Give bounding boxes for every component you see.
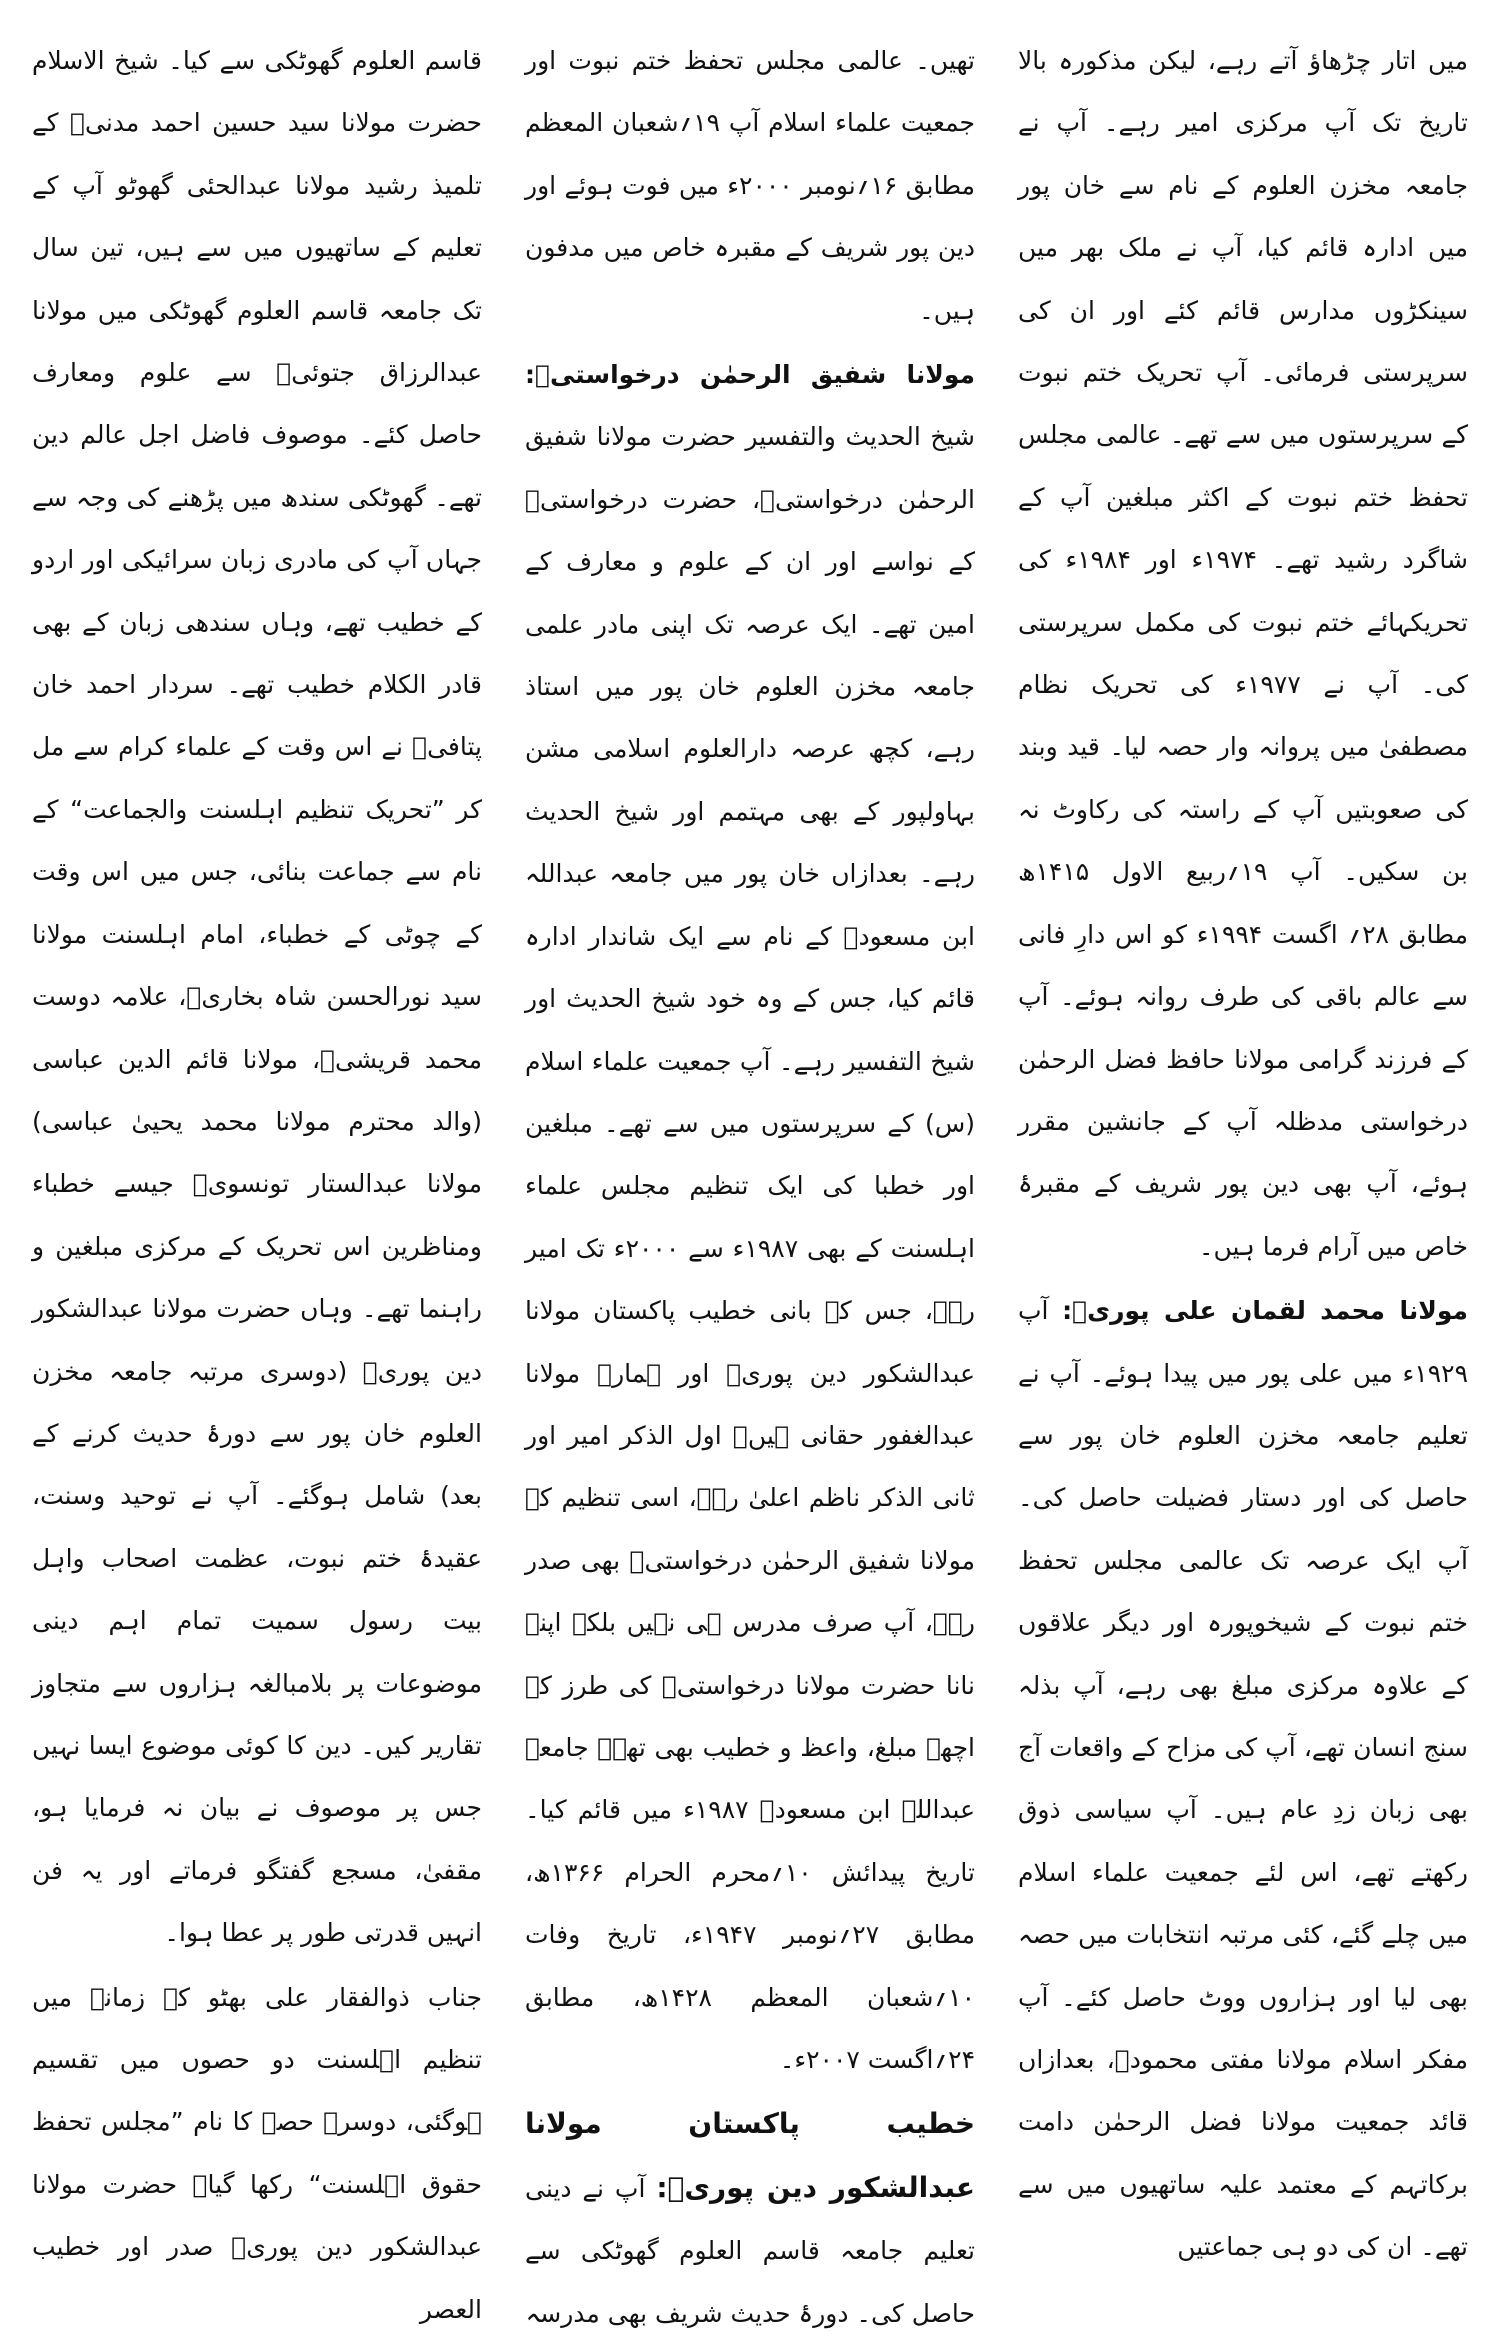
paragraph xyxy=(525,30,975,342)
column-middle xyxy=(525,30,976,2328)
paragraph-text: میں اتار چڑھاؤ آتے رہے، لیکن مذکورہ بالا تاریخ تک آپ مرکزی امیر رہے۔ آپ نے جامعہ مخزن العلوم کے نام سے خان پور میں ادارہ قائم کیا، آپ نے ملک بھر میں سینکڑوں مدارس قائم کئے اور ان کی سرپرستی فرمائی۔ آپ تحریک ختم نبوت کے سرپرستوں میں سے تھے۔ عالمی مجلس تحفظ ختم نبوت کے اکثر مبلغین آپ کے شاگرد رشید تھے۔ ۱۹۷۴ء اور ۱۹۸۴ء کی تحریکہائے ختم نبوت کی مکمل سرپرستی کی۔ آپ نے ۱۹۷۷ء کی تحریک نظام مصطفیٰ میں پروانہ وار حصہ لیا۔ قید وبند کی صعوبتیں آپ کے راستہ کی رکاوٹ نہ بن سکیں۔ آپ ۱۹؍ربیع الاول ۱۴۱۵ھ مطابق ۲۸؍ اگست ۱۹۹۴ء کو اس دارِ فانی سے عالم باقی کی طرف روانہ ہوئے۔ آپ کے فرزند گرامی مولانا حافظ فضل الرحمٰن درخواستی مدظلہ آپ کے جانشین مقرر ہوئے، آپ بھی دین پور شریف کے مقبرۂ خاص میں آرام فرما ہیں۔ xyxy=(1018,46,1468,1261)
column-left xyxy=(32,30,482,2324)
column-right xyxy=(1018,30,1468,2262)
paragraph-text: تھیں۔ عالمی مجلس تحفظ ختم نبوت اور جمعیت علماء اسلام آپ ۱۹؍شعبان المعظم مطابق ۱۶؍نومبر ۲۰۰۰ء میں فوت ہوئے اور دین پور شریف کے مقبرہ خاص میں مدفون ہیں۔ xyxy=(525,46,975,325)
paragraph xyxy=(1018,30,1468,1278)
paragraph-text: جناب ذوالفقار علی بھٹو کے زمانہ میں تنظیم اہلسنت دو حصوں میں تقسیم ہوگئی، دوسرے حصہ کا نام ”مجلس تحفظ حقوق اہلسنت“ رکھا گیا۔ حضرت مولانا عبدالشکور دین پوریؒ صدر اور خطیب العصر xyxy=(32,1982,482,2324)
section-heading: خطیب پاکستان مولانا عبدالشکور دین پوریؒ: xyxy=(525,2107,975,2204)
paragraph-text: قاسم العلوم گھوٹکی سے کیا۔ شیخ الاسلام حضرت مولانا سید حسین احمد مدنیؒ کے تلمیذ رشید مولانا عبدالحئی گھوٹو آپ کے تعلیم کے ساتھیوں میں سے ہیں، تین سال تک جامعہ قاسم العلوم گھوٹکی میں مولانا عبدالرزاق جتوئیؒ سے علوم ومعارف حاصل کئے۔ موصوف فاضل اجل عالم دین تھے۔ گھوٹکی سندھ میں پڑھنے کی وجہ سے جہاں آپ کی مادری زبان سرائیکی اور اردو کے خطیب تھے، وہاں سندھی زبان کے بھی قادر الکلام خطیب تھے۔ سردار احمد خان پتافیؒ نے اس وقت کے علماء کرام سے مل کر ”تحریک تنظیم اہلسنت والجماعت“ کے نام سے جماعت بنائی، جس میں اس وقت کے چوٹی کے خطباء، امام اہلسنت مولانا سید نورالحسن شاہ بخاریؒ، علامہ دوست محمد قریشیؒ، مولانا قائم الدین عباسی (والد محترم مولانا محمد یحییٰ عباسی) مولانا عبدالستار تونسویؒ جیسے خطباء ومناظرین اس تحریک کے مرکزی مبلغین و راہنما تھے۔ وہاں حضرت مولانا عبدالشکور دین پوریؒ (دوسری مرتبہ جامعہ مخزن العلوم خان پور سے دورۂ حدیث کرنے کے بعد) شامل ہوگئے۔ آپ نے توحید وسنت، عقیدۂ ختم نبوت، عظمت اصحاب واہل بیت رسول سمیت تمام اہم دینی موضوعات پر بلامبالغہ ہزاروں سے متجاوز تقاریر کیں۔ دین کا کوئی موضوع ایسا نہیں جس پر موصوف نے بیان نہ فرمایا ہو، مقفیٰ، مسجع گفتگو فرماتے اور یہ فن انہیں قدرتی طور پر عطا ہوا۔ xyxy=(32,46,482,1948)
paragraph-text: شیخ الحدیث والتفسیر حضرت مولانا شفیق الرحمٰن درخواستیؒ، حضرت درخواستیؒ کے نواسے اور ان کے علوم و معارف کے امین تھے۔ ایک عرصہ تک اپنی مادر علمی جامعہ مخزن العلوم خان پور میں استاذ رہے، کچھ عرصہ دارالعلوم اسلامی مشن بہاولپور کے بھی مہتمم اور شیخ الحدیث رہے۔ بعدازاں خان پور میں جامعہ عبداللہ ابن مسعودؓ کے نام سے ایک شاندار ادارہ قائم کیا، جس کے وہ خود شیخ الحدیث اور شیخ التفسیر رہے۔ آپ جمعیت علماء اسلام (س) کے سرپرستوں میں سے تھے۔ مبلغین اور خطبا کی ایک تنظیم مجلس علماء اہلسنت کے بھی ۱۹۸۷ء سے ۲۰۰۰ء تک امیر رہے، جس کے بانی خطیب پاکستان مولانا عبدالشکور دین پوریؒ اور ہمارے مولانا عبدالغفور حقانی ہیں۔ اول الذکر امیر اور ثانی الذکر ناظم اعلیٰ رہے، اسی تنظیم کے مولانا شفیق الرحمٰن درخواستیؒ بھی صدر رہے، آپ صرف مدرس ہی نہیں بلکہ اپنے نانا حضرت مولانا درخواستیؒ کی طرز کے اچھے مبلغ، واعظ و خطیب بھی تھے۔ جامعہ عبداللہ ابن مسعودؓ ۱۹۸۷ء میں قائم کیا۔ تاریخ پیدائش ۱۰؍محرم الحرام ۱۳۶۶ھ، مطابق ۲۷؍نومبر ۱۹۴۷ء، تاریخ وفات ۱۰؍شعبان المعظم ۱۴۲۸ھ، مطابق ۲۴؍اگست ۲۰۰۷ء۔ xyxy=(525,422,976,2074)
paragraph xyxy=(1018,1280,1468,2279)
text-columns xyxy=(32,30,1468,2328)
paragraph xyxy=(32,30,482,1965)
section-heading: مولانا شفیق الرحمٰن درخواستیؒ: xyxy=(525,360,975,390)
paragraph xyxy=(525,2093,975,2345)
paragraph xyxy=(32,1967,482,2341)
section-heading: مولانا محمد لقمان علی پوریؒ: xyxy=(1062,1296,1468,1326)
paragraph xyxy=(525,344,975,2091)
paragraph-text: آپ ۱۹۲۹ء میں علی پور میں پیدا ہوئے۔ آپ نے تعلیم جامعہ مخزن العلوم خان پور سے حاصل کی اور دستار فضیلت حاصل کی۔ آپ ایک عرصہ تک عالمی مجلس تحفظ ختم نبوت کے شیخوپورہ اور دیگر علاقوں کے علاوہ مرکزی مبلغ بھی رہے، آپ بذلہ سنج انسان تھے، آپ کی مزاح کے واقعات آج بھی زبان زدِ عام ہیں۔ آپ سیاسی ذوق رکھتے تھے، اس لئے جمعیت علماء اسلام میں چلے گئے، کئی مرتبہ انتخابات میں حصہ بھی لیا اور ہزاروں ووٹ حاصل کئے۔ آپ مفکر اسلام مولانا مفتی محمودؒ، بعدازاں قائد جمعیت مولانا فضل الرحمٰن دامت برکاتہم کے معتمد علیہ ساتھیوں میں سے تھے۔ ان کی دو ہی جماعتیں xyxy=(1018,1296,1468,2262)
paragraph-text: آپ نے دینی تعلیم جامعہ قاسم العلوم گھوٹکی سے حاصل کی۔ دورۂ حدیث شریف بھی مدرسہ xyxy=(525,2173,975,2328)
